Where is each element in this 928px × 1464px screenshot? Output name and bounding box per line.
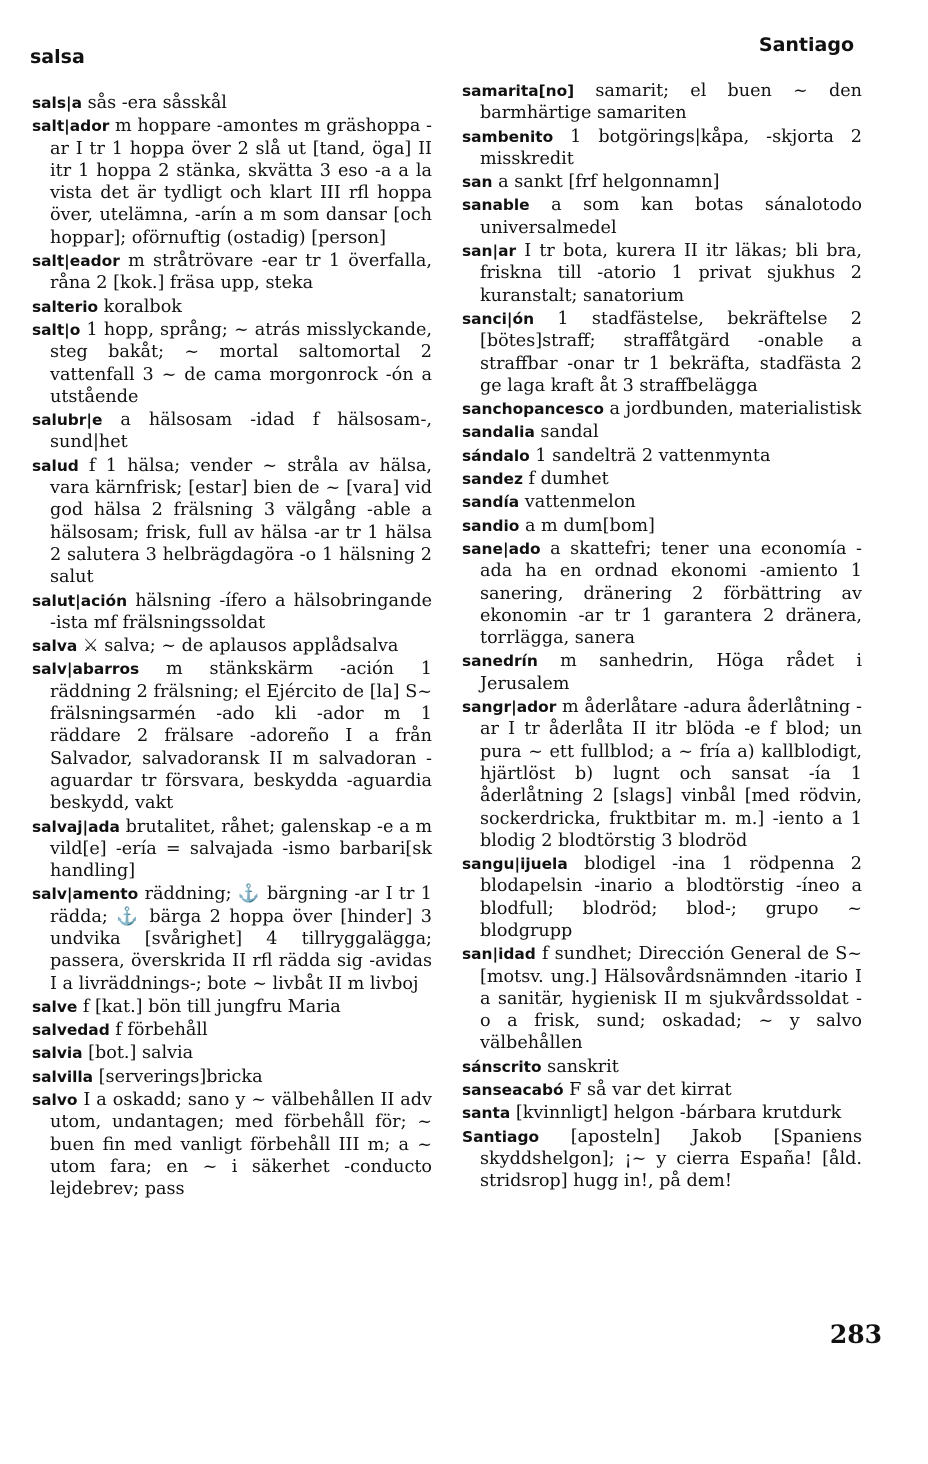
definition: 1 hopp, språng; ~ atrás misslyckande, steg bakåt; ~ mortal saltomortal 2 vattenfall 3 ~ de cama morgonrock -ón a utstående <box>50 319 432 407</box>
definition: [aposteln] Jakob [Spaniens skyddshelgon]; ¡~ y cierra España! [åld. stridsrop] hugg in!, på dem! <box>480 1126 862 1192</box>
definition: 1 sandelträ 2 vattenmynta <box>529 445 771 466</box>
headword: sánscrito <box>462 1057 542 1076</box>
dictionary-entry <box>32 590 432 635</box>
definition: f [kat.] bön till jungfru Maria <box>77 996 341 1017</box>
definition: räddning; ⚓ bärgning -ar I tr 1 rädda; ⚓ bärga 2 hoppa över [hinder] 3 undvika [svårighet] 4 tillryggalägga; passera, överskrida II rfl rädda sig -avidas I a livräddnings-; bote ~ livbåt II m livboj <box>50 884 432 994</box>
dictionary-entry <box>462 80 862 125</box>
dictionary-entry <box>32 319 432 408</box>
headword: sambenito <box>462 127 554 146</box>
headword: sandía <box>462 493 520 512</box>
dictionary-entry <box>32 250 432 295</box>
definition: sås -era såsskål <box>82 93 227 113</box>
definition: f 1 hälsa; vender ~ stråla av hälsa, vara kärnfrisk; [estar] bien de ~ [vara] vid god hälsa 2 frälsning 3 välgång -able a hälsosam; frisk, full av hälsa -ar tr 1 hälsa 2 salutera 3 helbrägdagöra -o 1 hälsning 2 salut <box>50 455 432 588</box>
headword: sándalo <box>462 446 530 465</box>
dictionary-entry <box>32 635 432 657</box>
right-column <box>462 80 862 1194</box>
dictionary-entry <box>462 515 862 537</box>
headword: sane|ado <box>462 539 541 558</box>
definition: vattenmelon <box>519 492 636 513</box>
definition: f förbehåll <box>109 1020 208 1041</box>
definition: a m dum[bom] <box>519 515 655 536</box>
dictionary-entry <box>462 308 862 397</box>
dictionary-entry <box>462 468 862 490</box>
dictionary-entry <box>32 455 432 589</box>
headword: san <box>462 173 493 192</box>
definition: [bot.] salvia <box>82 1043 194 1064</box>
dictionary-entry <box>462 445 862 467</box>
definition: m stänkskärm -ación 1 räddning 2 frälsning; el Ejército de [la] S~ frälsningsarmén -ado kli -ador m 1 räddare 2 frälsare -adoreño I a från Salvador, salvadoransk II m salvadoran -aguardar tr försvara, beskydda -aguardia beskydd, vakt <box>50 659 432 814</box>
definition: a skattefri; tener una economía -ada ha en ordnad ekonomi -amiento 1 sanering, dränering 2 förbättring av ekonomin -ar tr 1 garantera 2 dränera, torrlägga, sanera <box>480 538 862 649</box>
dictionary-entry <box>462 421 862 443</box>
definition: a hälsosam -idad f hälsosam-, sund|het <box>50 410 432 453</box>
headword: sandio <box>462 516 520 535</box>
dictionary-entry <box>32 409 432 454</box>
headword: samarita[no] <box>462 82 575 100</box>
definition: m hoppare -amontes m gräshoppa -ar I tr 1 hoppa över 2 slå ut [tand, öga] II itr 1 hoppa 2 stänka, skvätta 3 eso -a a la vista det är tydligt och klart III rfl hoppa över, utelämna, -arín a m som dansar [och hoppar]; oförnuftig (ostadig) [person] <box>50 116 432 248</box>
dictionary-entry <box>462 194 862 239</box>
headword: salubr|e <box>32 411 103 430</box>
dictionary-entry <box>462 240 862 307</box>
headword: sandalia <box>462 423 535 442</box>
headword: salud <box>32 456 79 475</box>
headword: sanedrín <box>462 652 538 671</box>
dictionary-entry <box>462 943 862 1054</box>
headword: salterio <box>32 297 99 316</box>
definition: [kvinnligt] helgon -bárbara krutdurk <box>510 1103 842 1124</box>
dictionary-entry <box>462 650 862 695</box>
dictionary-entry <box>32 1089 432 1200</box>
definition: f dumhet <box>522 469 609 490</box>
headword: san|idad <box>462 945 536 964</box>
headword: sanchopancesco <box>462 400 604 419</box>
definition: F så var det kirrat <box>563 1080 732 1101</box>
headword: salt|eador <box>32 252 120 271</box>
dictionary-entry <box>32 996 432 1018</box>
definition: f sundhet; Dirección General de S~ [motsv. ung.] Hälsovårdsnämnden -itario I a sanitär, hygienisk II m sjukvårdssoldat -o a frisk, sund; oskadad; ~ y salvo välbehållen <box>480 944 862 1054</box>
dictionary-entry <box>32 1019 432 1041</box>
headword: sanable <box>462 196 530 215</box>
dictionary-entry <box>462 491 862 513</box>
definition: I a oskadd; sano y ~ välbehållen II adv utom, undantagen; med förbehåll för; ~ buen fin med vanligt förbehåll III m; a ~ utom fara; en ~ i säkerhet -conducto lejdebrev; pass <box>50 1090 432 1200</box>
dictionary-entry <box>32 658 432 814</box>
headword: salvia <box>32 1044 83 1063</box>
dictionary-entry <box>32 1042 432 1064</box>
definition: 1 botgörings|kåpa, -skjorta 2 misskredit <box>480 126 862 169</box>
dictionary-entry <box>32 296 432 318</box>
dictionary-entry <box>462 1079 862 1101</box>
headword: salvilla <box>32 1067 94 1086</box>
definition: m sanhedrin, Höga rådet i Jerusalem <box>480 651 862 694</box>
definition: blodigel -ina 1 rödpenna 2 blodapelsin -inario a blodtörstig -íneo a blodfull; blodröd; blod-; grupo ~ blodgrupp <box>480 854 862 941</box>
dictionary-entry <box>462 696 862 852</box>
dictionary-entry <box>462 1056 862 1078</box>
headword: sandez <box>462 470 523 489</box>
dictionary-entry <box>32 115 432 249</box>
page-number: 283 <box>829 1320 882 1349</box>
running-head-right: Santiago <box>758 34 854 56</box>
headword: salvo <box>32 1091 78 1110</box>
headword: salt|o <box>32 320 81 339</box>
headword: Santiago <box>462 1127 540 1146</box>
headword: sanseacabó <box>462 1081 564 1100</box>
definition: ⚔ salva; ~ de aplausos applådsalva <box>77 636 399 657</box>
headword: sanci|ón <box>462 309 535 328</box>
definition: m stråtrövare -ear tr 1 överfalla, råna 2 [kok.] fräsa upp, steka <box>50 251 432 294</box>
headword: santa <box>462 1104 511 1123</box>
definition: hälsning -ífero a hälsobringande -ista mf frälsningssoldat <box>50 590 432 633</box>
dictionary-entry <box>32 1066 432 1088</box>
dictionary-entry <box>462 126 862 171</box>
dictionary-entry <box>32 92 432 114</box>
headword: san|ar <box>462 242 517 261</box>
definition: a jordbunden, materialistisk <box>603 399 862 420</box>
definition: a sankt [frf helgonnamn] <box>492 172 720 193</box>
headword: sals|a <box>32 94 82 112</box>
definition: a som kan botas sánalotodo universalmedel <box>480 195 862 238</box>
headword: salva <box>32 637 78 656</box>
definition: sandal <box>534 422 599 443</box>
definition: brutalitet, råhet; galenskap -e a m vild[e] -ería = salvajada -ismo barbari[sk handling] <box>50 816 432 882</box>
headword: salt|ador <box>32 117 110 136</box>
left-column <box>32 92 432 1202</box>
definition: I tr bota, kurera II itr läkas; bli bra, friskna till -atorio 1 privat sjukhus 2 kuranstalt; sanatorium <box>480 241 862 306</box>
dictionary-entry <box>462 171 862 193</box>
headword: salvaj|ada <box>32 817 120 836</box>
dictionary-entry <box>32 883 432 994</box>
headword: salv|abarros <box>32 660 140 679</box>
definition: m åderlåtare -adura åderlåtning -ar I tr åderlåta II itr blöda -e f blod; un pura ~ ett fullblod; a ~ fría a) kallblodigt, hjärtlöst b) lugnt och sansat -ía 1 åderlåtning 2 [slags] vinbål [med rödvin, sockerdricka, fruktbitar m. m.] -iento a 1 blodig 2 blodtörstig 3 blodröd <box>480 697 862 851</box>
headword: salut|ación <box>32 591 128 610</box>
dictionary-entry <box>462 1126 862 1193</box>
definition: 1 stadfästelse, bekräftelse 2 [bötes]straff; straffåtgärd -onable a straffbar -onar tr 1 bekräfta, stadfästa 2 ge laga kraft åt 3 straffbelägga <box>480 308 862 396</box>
dictionary-entry <box>462 538 862 649</box>
headword: sangu|ijuela <box>462 855 568 874</box>
headword: salv|amento <box>32 885 139 904</box>
definition: [serverings]bricka <box>93 1066 263 1087</box>
headword: salvedad <box>32 1021 110 1040</box>
dictionary-entry <box>32 816 432 883</box>
dictionary-entry <box>462 398 862 420</box>
headword: sangr|ador <box>462 698 557 717</box>
headword: salve <box>32 997 78 1016</box>
dictionary-entry <box>462 1102 862 1124</box>
definition: samarit; el buen ~ den barmhärtige samariten <box>480 81 862 124</box>
running-head-left: salsa <box>30 46 85 68</box>
dictionary-entry <box>462 853 862 942</box>
definition: koralbok <box>98 296 182 317</box>
definition: sanskrit <box>541 1056 619 1077</box>
